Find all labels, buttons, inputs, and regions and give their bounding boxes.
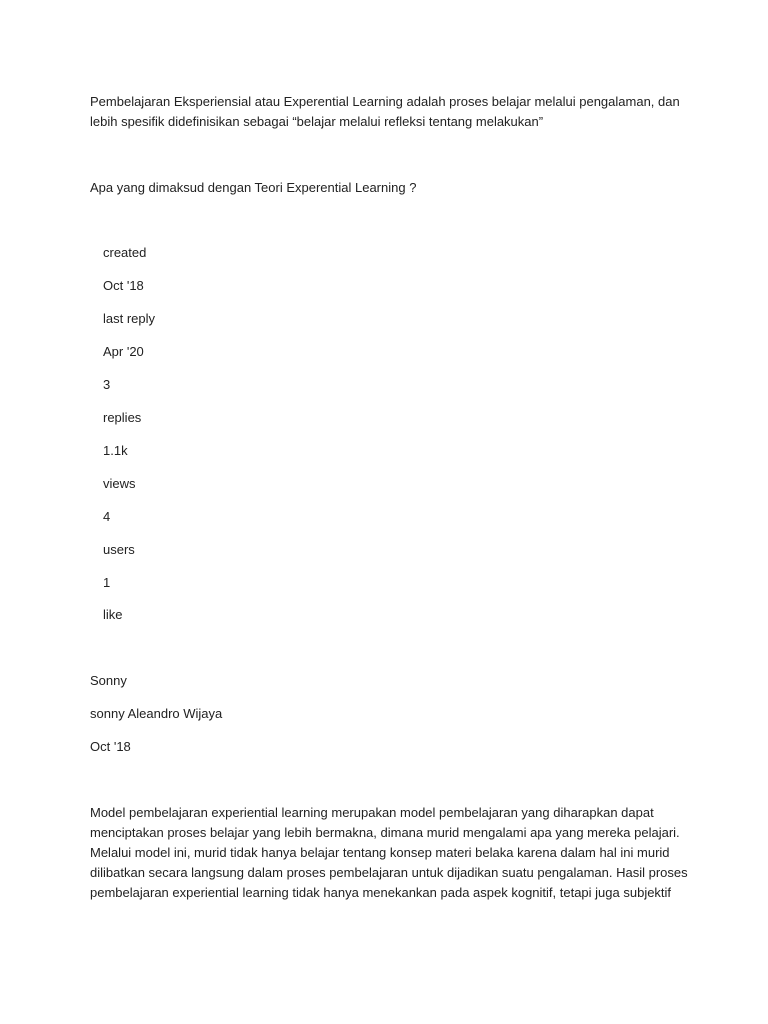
created-date: Oct '18 [103,278,144,293]
replies-count: 3 [103,377,111,392]
post-author-name: sonny Aleandro Wijaya [90,706,223,721]
users-label: users [103,542,135,557]
post-body: Model pembelajaran experiential learning merupakan model pembelajaran yang diharapkan dapat menciptakan proses belajar yang lebih bermakna, dimana murid mengalami apa yang mereka pelajari. Melalui model ini, murid tidak hanya belajar tentang konsep materi belaka karena dalam hal ini murid dilibatkan secara langsung dalam proses pembelajaran untuk dijadikan suatu pengalaman. Hasil proses pembelajaran experiential learning tidak hanya menekankan pada aspek kognitif, tetapi juga subjektif [90,805,688,900]
likes-count: 1 [103,575,111,590]
post-username: Sonny [90,673,127,688]
views-count: 1.1k [103,443,128,458]
created-label: created [103,245,147,260]
views-label: views [103,476,136,491]
last-reply-label: last reply [103,311,156,326]
intro-paragraph: Pembelajaran Eksperiensial atau Experential Learning adalah proses belajar melalui pengalaman, dan lebih spesifik didefinisikan sebagai “belajar melalui refleksi tentang melakukan” [90,94,680,129]
last-reply-date: Apr '20 [103,344,144,359]
likes-label: like [103,607,123,622]
replies-label: replies [103,410,142,425]
question-heading: Apa yang dimaksud dengan Teori Experential Learning ? [90,180,417,195]
post-date: Oct '18 [90,739,131,754]
users-count: 4 [103,509,111,524]
